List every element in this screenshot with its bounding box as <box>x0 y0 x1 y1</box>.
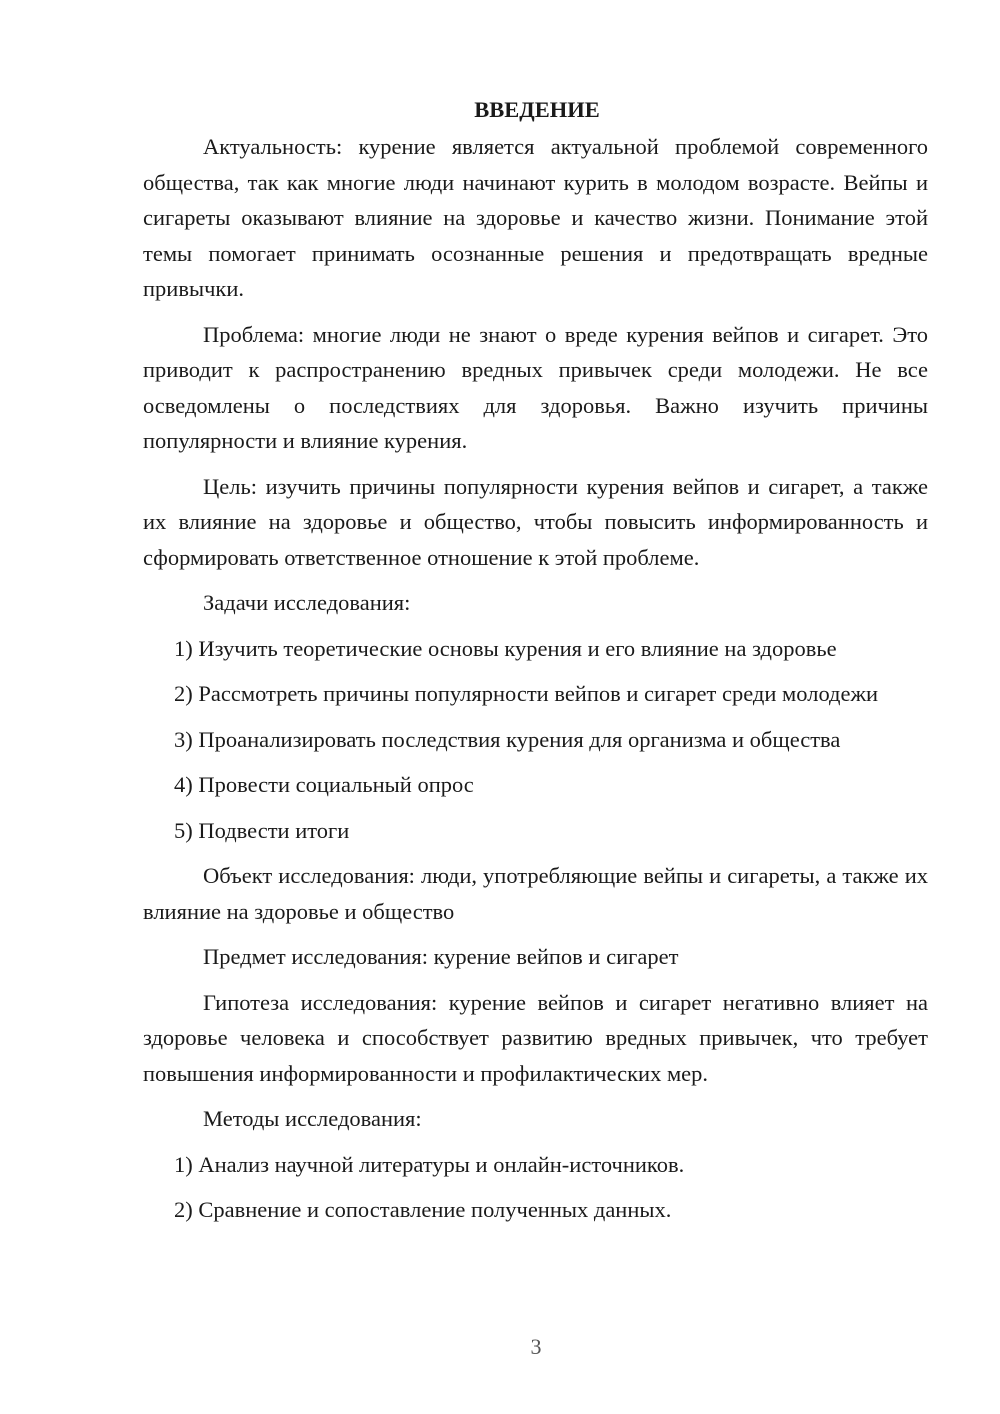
document-page <box>143 92 928 1238</box>
method-item: 2) Сравнение и сопоставление полученных данных. <box>174 1197 672 1222</box>
method-item: 1) Анализ научной литературы и онлайн-источников. <box>174 1151 685 1177</box>
methods-heading: Методы исследования: <box>203 1106 422 1131</box>
goal-paragraph: Цель: изучить причины популярности курения вейпов и сигарет, а также их влияние на здоровье и общество, чтобы повысить информированность и сформировать ответственное отношение к этой проблеме. <box>143 473 928 570</box>
task-item: 3) Проанализировать последствия курения для организма и общества <box>174 726 841 752</box>
task-item: 2) Рассмотреть причины популярности вейпов и сигарет среди молодежи <box>174 681 879 706</box>
section-title: ВВЕДЕНИЕ <box>474 97 600 122</box>
problem-paragraph: Проблема: многие люди не знают о вреде курения вейпов и сигарет. Это приводит к распространению вредных привычек среди молодежи. Не все осведомлены о последствиях для здоровья. Важно изучить причины популярности и влияние курения. <box>143 321 928 453</box>
hypothesis-paragraph: Гипотеза исследования: курение вейпов и сигарет негативно влияет на здоровье человека и способствует развитию вредных привычек, что требует повышения информированности и профилактических мер. <box>143 989 928 1086</box>
relevance-paragraph: Актуальность: курение является актуальной проблемой современного общества, так как многие люди начинают курить в молодом возрасте. Вейпы и сигареты оказывают влияние на здоровье и качество жизни. Понимание этой темы помогает принимать осознанные решения и предотвращать вредные привычки. <box>143 134 928 301</box>
task-item: 5) Подвести итоги <box>174 817 350 843</box>
task-item: 4) Провести социальный опрос <box>174 772 474 797</box>
tasks-heading: Задачи исследования: <box>203 590 411 615</box>
page-number: 3 <box>530 1334 542 1359</box>
subject-paragraph: Предмет исследования: курение вейпов и сигарет <box>203 944 679 969</box>
task-item: 1) Изучить теоретические основы курения и его влияние на здоровье <box>174 635 837 661</box>
object-paragraph: Объект исследования: люди, употребляющие вейпы и сигареты, а также их влияние на здоровье и общество <box>143 863 928 924</box>
